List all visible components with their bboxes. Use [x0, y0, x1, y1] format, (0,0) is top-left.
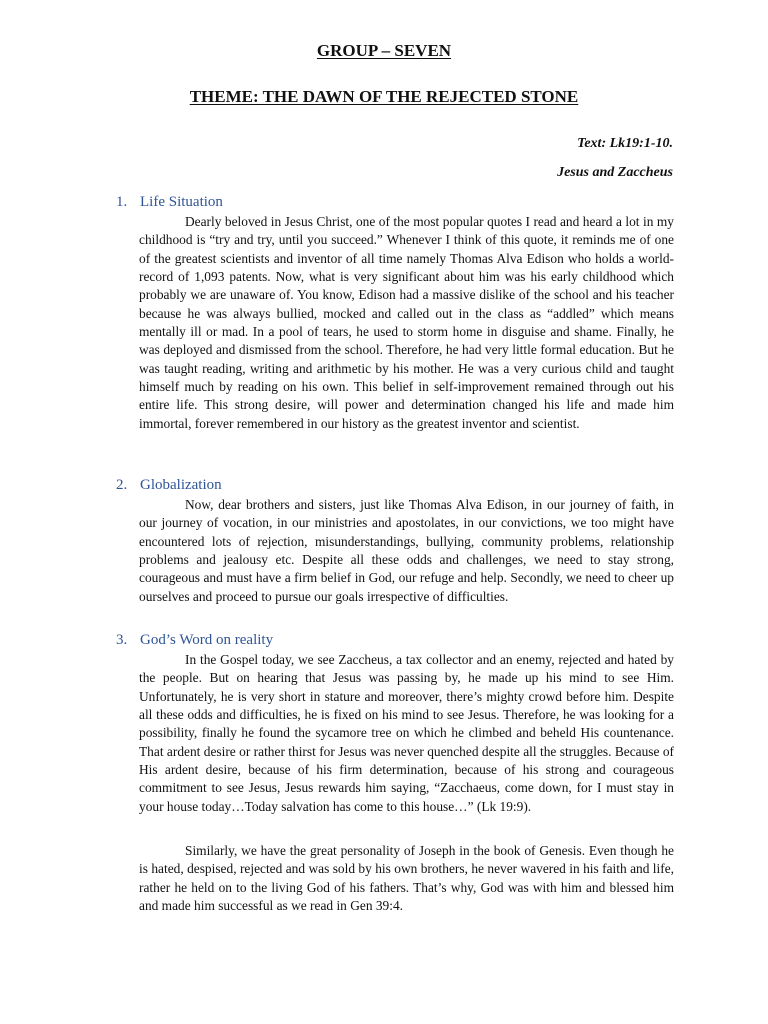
paragraph-gods-word-zaccheus: In the Gospel today, we see Zaccheus, a tax collector and an enemy, rejected and hated by the people. But on hearing that Jesus was passing by, he made up his mind to see Him. Unfortunately, he is very short in stature and moreover, there’s mighty crowd before him. Despite all these odds and difficulties, he is fixed on his mind to see Jesus. Therefore, he was looking for a possibility, finally he found the sycamore tree on which he climbed and beheld His countenance. That ardent desire or rather thirst for Jesus was never quenched despite all the struggles. Because of His ardent desire, because of his firm determination, because of his strong and courageous commitment to see Jesus, Jesus rewards him saying, “Zacchaeus, come down, for I must stay in your house today…Today salvation has come to this house…” (Lk 19:9).	[139, 652, 674, 814]
section-number: 1.	[116, 194, 128, 210]
section-heading-gods-word	[116, 632, 273, 649]
paragraph-life-situation: Dearly beloved in Jesus Christ, one of the most popular quotes I read and heard a lot in my childhood is “try and try, until you succeed.” Whenever I think of this quote, it reminds me of one of the greatest scientists and inventor of all time namely Thomas Alva Edison who holds a world-record of 1,093 patents. Now, what is very significant about him was his early childhood which probably we are unaware of. You know, Edison had a massive dislike of the school and his teacher because he was always bullied, mocked and called out in the class as “addled” which means mentally ill or mad. In a pool of tears, he used to storm home in disguise and shame. Finally, he was deployed and dismissed from the school. Therefore, he had very little formal education. But he was taught reading, writing and arithmetic by his mother. He was a very curious child and taught himself much by reading on his own. This belief in self-improvement remained through out his entire life. This strong desire, will power and determination changed his life and made him immortal, forever remembered in our history as the greatest inventor and scientist.	[139, 214, 674, 431]
section-title: Life Situation	[140, 194, 223, 210]
scripture-title: Jesus and Zaccheus	[557, 165, 673, 180]
section-number: 2.	[116, 477, 128, 493]
section-title: God’s Word on reality	[140, 632, 274, 648]
section-heading-life-situation	[116, 194, 223, 211]
section-number: 3.	[116, 632, 128, 648]
section-title: Globalization	[140, 477, 222, 493]
theme-heading: THEME: THE DAWN OF THE REJECTED STONE	[189, 87, 579, 106]
paragraph-gods-word-joseph: Similarly, we have the great personality of Joseph in the book of Genesis. Even though he is hated, despised, rejected and was sold by his own brothers, he never wavered in his faith and life, rather he held on to the living God of his fathers. That’s why, God was with him and blessed him and made him successful as we read in Gen 39:4.	[139, 843, 674, 914]
section-heading-globalization	[116, 477, 222, 494]
scripture-reference: Text: Lk19:1-10.	[577, 136, 673, 151]
group-heading: GROUP – SEVEN	[316, 41, 452, 60]
paragraph-globalization: Now, dear brothers and sisters, just like Thomas Alva Edison, in our journey of faith, in our journey of vocation, in our ministries and apostolates, in our convictions, we too might have encountered lots of rejection, misunderstandings, bullying, community problems, relationship problems and jealousy etc. Despite all these odds and challenges, we need to stay strong, courageous and must have a firm belief in God, our refuge and help. Secondly, we need to cheer up ourselves and proceed to pursue our goals irrespective of difficulties.	[139, 497, 674, 604]
